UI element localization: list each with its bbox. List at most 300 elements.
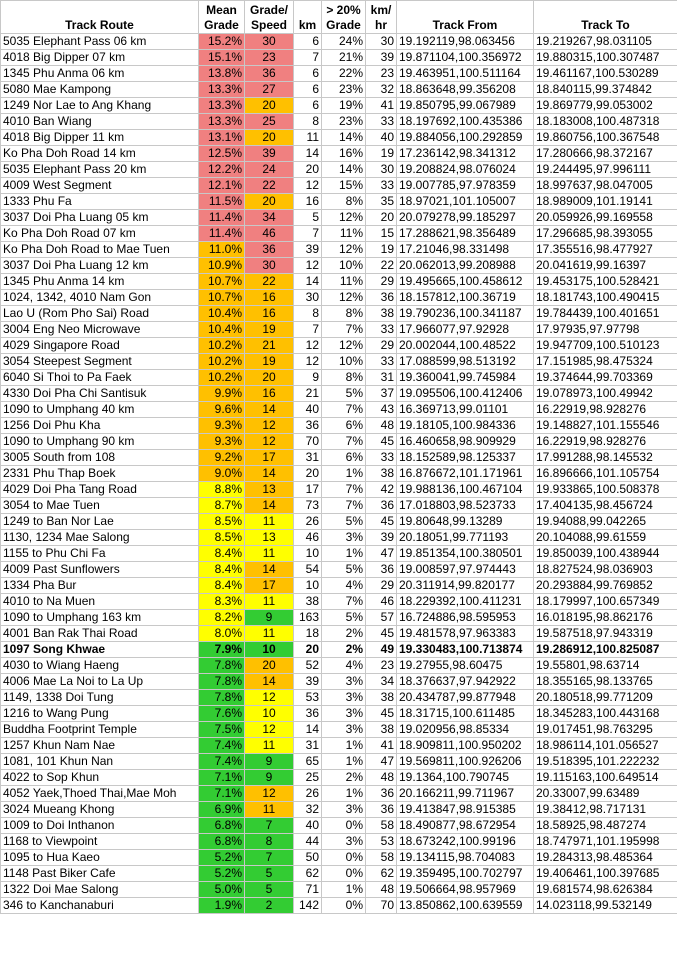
cell-track-to: 18.986114,101.056527 bbox=[534, 738, 677, 754]
cell-over-20-grade: 14% bbox=[322, 162, 366, 178]
cell-km-hr: 38 bbox=[366, 466, 397, 482]
cell-track-to: 16.22919,98.928276 bbox=[534, 434, 677, 450]
table-row bbox=[1, 738, 677, 754]
cell-km: 39 bbox=[294, 674, 322, 690]
table-row bbox=[1, 34, 677, 50]
cell-km-hr: 29 bbox=[366, 274, 397, 290]
cell-mean-grade: 7.5% bbox=[199, 722, 245, 738]
cell-grade-speed: 22 bbox=[245, 274, 294, 290]
table-row bbox=[1, 194, 677, 210]
cell-over-20-grade: 10% bbox=[322, 258, 366, 274]
cell-km: 18 bbox=[294, 626, 322, 642]
cell-track-to: 19.244495,97.996111 bbox=[534, 162, 677, 178]
cell-track-route: 4029 Doi Pha Tang Road bbox=[1, 482, 199, 498]
cell-km: 50 bbox=[294, 850, 322, 866]
cell-km: 14 bbox=[294, 146, 322, 162]
cell-km: 6 bbox=[294, 82, 322, 98]
cell-track-from: 18.863648,99.356208 bbox=[397, 82, 534, 98]
table-row bbox=[1, 418, 677, 434]
cell-km: 8 bbox=[294, 306, 322, 322]
cell-track-route: 1095 to Hua Kaeo bbox=[1, 850, 199, 866]
cell-track-route: 1130, 1234 Mae Salong bbox=[1, 530, 199, 546]
cell-track-from: 18.673242,100.99196 bbox=[397, 834, 534, 850]
cell-mean-grade: 9.9% bbox=[199, 386, 245, 402]
cell-over-20-grade: 8% bbox=[322, 370, 366, 386]
cell-track-from: 19.871104,100.356972 bbox=[397, 50, 534, 66]
cell-grade-speed: 16 bbox=[245, 290, 294, 306]
cell-mean-grade: 5.2% bbox=[199, 866, 245, 882]
cell-track-route: Ko Pha Doh Road to Mae Tuen bbox=[1, 242, 199, 258]
cell-over-20-grade: 6% bbox=[322, 418, 366, 434]
cell-mean-grade: 10.7% bbox=[199, 290, 245, 306]
cell-mean-grade: 10.2% bbox=[199, 338, 245, 354]
cell-track-to: 17.280666,98.372167 bbox=[534, 146, 677, 162]
cell-track-to: 16.896666,101.105754 bbox=[534, 466, 677, 482]
cell-track-to: 18.345283,100.443168 bbox=[534, 706, 677, 722]
table-row bbox=[1, 226, 677, 242]
cell-track-from: 17.236142,98.341312 bbox=[397, 146, 534, 162]
cell-km: 31 bbox=[294, 738, 322, 754]
cell-grade-speed: 30 bbox=[245, 258, 294, 274]
cell-track-route: 3054 to Mae Tuen bbox=[1, 498, 199, 514]
cell-track-from: 17.018803,98.523733 bbox=[397, 498, 534, 514]
cell-mean-grade: 9.0% bbox=[199, 466, 245, 482]
cell-track-from: 19.134115,98.704083 bbox=[397, 850, 534, 866]
cell-km: 73 bbox=[294, 498, 322, 514]
cell-mean-grade: 10.9% bbox=[199, 258, 245, 274]
cell-mean-grade: 7.1% bbox=[199, 786, 245, 802]
cell-mean-grade: 8.3% bbox=[199, 594, 245, 610]
cell-track-to: 19.681574,98.626384 bbox=[534, 882, 677, 898]
cell-track-from: 19.413847,98.915385 bbox=[397, 802, 534, 818]
cell-over-20-grade: 6% bbox=[322, 450, 366, 466]
cell-mean-grade: 6.8% bbox=[199, 818, 245, 834]
cell-grade-speed: 11 bbox=[245, 626, 294, 642]
cell-track-to: 16.22919,98.928276 bbox=[534, 402, 677, 418]
cell-mean-grade: 8.7% bbox=[199, 498, 245, 514]
cell-grade-speed: 20 bbox=[245, 370, 294, 386]
cell-track-route: Ko Pha Doh Road 14 km bbox=[1, 146, 199, 162]
cell-track-to: 19.933865,100.508378 bbox=[534, 482, 677, 498]
cell-mean-grade: 10.4% bbox=[199, 322, 245, 338]
cell-km: 31 bbox=[294, 450, 322, 466]
cell-track-from: 19.007785,97.978359 bbox=[397, 178, 534, 194]
cell-km: 40 bbox=[294, 402, 322, 418]
cell-track-from: 13.850862,100.639559 bbox=[397, 898, 534, 914]
table-row bbox=[1, 514, 677, 530]
cell-track-to: 14.023118,99.532149 bbox=[534, 898, 677, 914]
cell-km-hr: 34 bbox=[366, 674, 397, 690]
table-row bbox=[1, 546, 677, 562]
cell-km: 6 bbox=[294, 66, 322, 82]
cell-over-20-grade: 5% bbox=[322, 386, 366, 402]
cell-track-to: 17.991288,98.145532 bbox=[534, 450, 677, 466]
cell-mean-grade: 8.4% bbox=[199, 578, 245, 594]
cell-km: 52 bbox=[294, 658, 322, 674]
table-row bbox=[1, 482, 677, 498]
cell-track-to: 18.997637,98.047005 bbox=[534, 178, 677, 194]
cell-km-hr: 19 bbox=[366, 146, 397, 162]
cell-track-from: 17.088599,98.513192 bbox=[397, 354, 534, 370]
cell-km-hr: 47 bbox=[366, 546, 397, 562]
table-row bbox=[1, 322, 677, 338]
cell-mean-grade: 7.1% bbox=[199, 770, 245, 786]
cell-mean-grade: 7.4% bbox=[199, 738, 245, 754]
table-row bbox=[1, 690, 677, 706]
cell-km-hr: 42 bbox=[366, 482, 397, 498]
cell-km: 12 bbox=[294, 354, 322, 370]
table-row bbox=[1, 434, 677, 450]
cell-grade-speed: 36 bbox=[245, 66, 294, 82]
cell-km: 17 bbox=[294, 482, 322, 498]
table-row bbox=[1, 770, 677, 786]
table-row bbox=[1, 146, 677, 162]
cell-over-20-grade: 5% bbox=[322, 562, 366, 578]
cell-km-hr: 33 bbox=[366, 354, 397, 370]
table-row bbox=[1, 898, 677, 914]
cell-km-hr: 53 bbox=[366, 834, 397, 850]
cell-grade-speed: 7 bbox=[245, 818, 294, 834]
cell-track-from: 20.311914,99.820177 bbox=[397, 578, 534, 594]
cell-track-route: 4001 Ban Rak Thai Road bbox=[1, 626, 199, 642]
cell-km: 11 bbox=[294, 130, 322, 146]
cell-over-20-grade: 7% bbox=[322, 322, 366, 338]
cell-grade-speed: 11 bbox=[245, 802, 294, 818]
cell-track-to: 19.461167,100.530289 bbox=[534, 66, 677, 82]
cell-km: 7 bbox=[294, 322, 322, 338]
table-row bbox=[1, 642, 677, 658]
cell-grade-speed: 11 bbox=[245, 514, 294, 530]
cell-track-from: 19.790236,100.341187 bbox=[397, 306, 534, 322]
cell-track-to: 19.880315,100.307487 bbox=[534, 50, 677, 66]
cell-track-route: 1216 to Wang Pung bbox=[1, 706, 199, 722]
cell-over-20-grade: 23% bbox=[322, 114, 366, 130]
cell-km-hr: 62 bbox=[366, 866, 397, 882]
cell-track-to: 20.059926,99.169558 bbox=[534, 210, 677, 226]
cell-track-route: 1149, 1338 Doi Tung bbox=[1, 690, 199, 706]
cell-track-route: 1345 Phu Anma 06 km bbox=[1, 66, 199, 82]
cell-over-20-grade: 12% bbox=[322, 242, 366, 258]
header-km: km bbox=[294, 1, 322, 34]
cell-grade-speed: 7 bbox=[245, 850, 294, 866]
cell-grade-speed: 27 bbox=[245, 82, 294, 98]
cell-track-route: 1024, 1342, 4010 Nam Gon bbox=[1, 290, 199, 306]
cell-km-hr: 39 bbox=[366, 530, 397, 546]
cell-km-hr: 29 bbox=[366, 578, 397, 594]
table-row bbox=[1, 306, 677, 322]
table-row bbox=[1, 354, 677, 370]
table-row bbox=[1, 530, 677, 546]
cell-over-20-grade: 12% bbox=[322, 338, 366, 354]
cell-track-from: 19.27955,98.60475 bbox=[397, 658, 534, 674]
cell-km-hr: 57 bbox=[366, 610, 397, 626]
cell-track-from: 18.909811,100.950202 bbox=[397, 738, 534, 754]
cell-grade-speed: 2 bbox=[245, 898, 294, 914]
cell-grade-speed: 14 bbox=[245, 466, 294, 482]
cell-over-20-grade: 2% bbox=[322, 642, 366, 658]
cell-track-to: 18.181743,100.490415 bbox=[534, 290, 677, 306]
cell-km: 21 bbox=[294, 386, 322, 402]
cell-track-route: 1249 Nor Lae to Ang Khang bbox=[1, 98, 199, 114]
table-row bbox=[1, 626, 677, 642]
cell-mean-grade: 13.3% bbox=[199, 82, 245, 98]
cell-mean-grade: 1.9% bbox=[199, 898, 245, 914]
cell-grade-speed: 8 bbox=[245, 834, 294, 850]
cell-km-hr: 43 bbox=[366, 402, 397, 418]
cell-track-to: 19.078973,100.49942 bbox=[534, 386, 677, 402]
cell-km-hr: 36 bbox=[366, 802, 397, 818]
cell-km-hr: 41 bbox=[366, 98, 397, 114]
cell-km-hr: 30 bbox=[366, 34, 397, 50]
cell-over-20-grade: 1% bbox=[322, 738, 366, 754]
cell-grade-speed: 14 bbox=[245, 498, 294, 514]
cell-mean-grade: 13.1% bbox=[199, 130, 245, 146]
cell-grade-speed: 10 bbox=[245, 642, 294, 658]
cell-grade-speed: 10 bbox=[245, 706, 294, 722]
cell-over-20-grade: 24% bbox=[322, 34, 366, 50]
cell-track-from: 18.31715,100.611485 bbox=[397, 706, 534, 722]
cell-km-hr: 37 bbox=[366, 386, 397, 402]
cell-mean-grade: 11.5% bbox=[199, 194, 245, 210]
header-mean-grade: Mean Grade bbox=[199, 1, 245, 34]
cell-over-20-grade: 7% bbox=[322, 482, 366, 498]
cell-over-20-grade: 12% bbox=[322, 210, 366, 226]
cell-km: 6 bbox=[294, 98, 322, 114]
table-row bbox=[1, 786, 677, 802]
cell-over-20-grade: 19% bbox=[322, 98, 366, 114]
cell-mean-grade: 12.2% bbox=[199, 162, 245, 178]
cell-over-20-grade: 0% bbox=[322, 818, 366, 834]
cell-track-to: 18.183008,100.487318 bbox=[534, 114, 677, 130]
table-row bbox=[1, 578, 677, 594]
cell-over-20-grade: 3% bbox=[322, 834, 366, 850]
cell-km-hr: 58 bbox=[366, 818, 397, 834]
cell-track-to: 19.148827,101.155546 bbox=[534, 418, 677, 434]
cell-mean-grade: 13.3% bbox=[199, 98, 245, 114]
cell-mean-grade: 6.8% bbox=[199, 834, 245, 850]
cell-over-20-grade: 16% bbox=[322, 146, 366, 162]
cell-km: 62 bbox=[294, 866, 322, 882]
cell-track-route: 3024 Mueang Khong bbox=[1, 802, 199, 818]
cell-track-to: 19.406461,100.397685 bbox=[534, 866, 677, 882]
cell-over-20-grade: 21% bbox=[322, 50, 366, 66]
cell-track-from: 16.369713,99.01101 bbox=[397, 402, 534, 418]
cell-track-route: 1334 Pha Bur bbox=[1, 578, 199, 594]
cell-track-to: 20.180518,99.771209 bbox=[534, 690, 677, 706]
cell-track-from: 17.21046,98.331498 bbox=[397, 242, 534, 258]
cell-km: 25 bbox=[294, 770, 322, 786]
cell-km: 20 bbox=[294, 642, 322, 658]
table-row bbox=[1, 386, 677, 402]
cell-mean-grade: 8.5% bbox=[199, 514, 245, 530]
cell-km: 36 bbox=[294, 418, 322, 434]
cell-track-from: 18.197692,100.435386 bbox=[397, 114, 534, 130]
table-row bbox=[1, 402, 677, 418]
cell-km-hr: 40 bbox=[366, 130, 397, 146]
cell-track-to: 18.840115,99.374842 bbox=[534, 82, 677, 98]
cell-track-from: 19.330483,100.713874 bbox=[397, 642, 534, 658]
cell-mean-grade: 8.4% bbox=[199, 546, 245, 562]
cell-track-route: 1257 Khun Nam Nae bbox=[1, 738, 199, 754]
cell-grade-speed: 39 bbox=[245, 146, 294, 162]
cell-track-route: 1097 Song Khwae bbox=[1, 642, 199, 658]
cell-track-to: 16.018195,98.862176 bbox=[534, 610, 677, 626]
cell-km: 46 bbox=[294, 530, 322, 546]
cell-mean-grade: 8.5% bbox=[199, 530, 245, 546]
cell-track-from: 17.288621,98.356489 bbox=[397, 226, 534, 242]
cell-grade-speed: 14 bbox=[245, 562, 294, 578]
cell-mean-grade: 12.1% bbox=[199, 178, 245, 194]
cell-over-20-grade: 4% bbox=[322, 658, 366, 674]
cell-km-hr: 33 bbox=[366, 178, 397, 194]
cell-km: 14 bbox=[294, 274, 322, 290]
cell-km: 6 bbox=[294, 34, 322, 50]
table-row bbox=[1, 802, 677, 818]
cell-track-to: 19.453175,100.528421 bbox=[534, 274, 677, 290]
table-row bbox=[1, 210, 677, 226]
cell-km-hr: 15 bbox=[366, 226, 397, 242]
cell-km: 32 bbox=[294, 802, 322, 818]
cell-track-to: 18.58925,98.487274 bbox=[534, 818, 677, 834]
cell-km-hr: 46 bbox=[366, 594, 397, 610]
cell-track-route: 5035 Elephant Pass 06 km bbox=[1, 34, 199, 50]
cell-over-20-grade: 1% bbox=[322, 786, 366, 802]
cell-track-to: 20.33007,99.63489 bbox=[534, 786, 677, 802]
cell-track-route: 3037 Doi Pha Luang 12 km bbox=[1, 258, 199, 274]
cell-track-from: 20.002044,100.48522 bbox=[397, 338, 534, 354]
cell-track-to: 19.94088,99.042265 bbox=[534, 514, 677, 530]
cell-km: 30 bbox=[294, 290, 322, 306]
cell-track-from: 20.079278,99.185297 bbox=[397, 210, 534, 226]
cell-km-hr: 32 bbox=[366, 82, 397, 98]
cell-over-20-grade: 3% bbox=[322, 690, 366, 706]
cell-km-hr: 45 bbox=[366, 514, 397, 530]
cell-over-20-grade: 22% bbox=[322, 66, 366, 82]
table-row bbox=[1, 706, 677, 722]
cell-track-from: 18.157812,100.36719 bbox=[397, 290, 534, 306]
cell-track-route: 3004 Eng Neo Microwave bbox=[1, 322, 199, 338]
cell-km: 20 bbox=[294, 162, 322, 178]
cell-track-route: 6040 Si Thoi to Pa Faek bbox=[1, 370, 199, 386]
cell-track-from: 20.434787,99.877948 bbox=[397, 690, 534, 706]
cell-km: 44 bbox=[294, 834, 322, 850]
table-row bbox=[1, 82, 677, 98]
cell-over-20-grade: 11% bbox=[322, 226, 366, 242]
cell-km-hr: 36 bbox=[366, 786, 397, 802]
cell-over-20-grade: 15% bbox=[322, 178, 366, 194]
table-row bbox=[1, 466, 677, 482]
cell-mean-grade: 8.4% bbox=[199, 562, 245, 578]
cell-mean-grade: 7.8% bbox=[199, 674, 245, 690]
cell-mean-grade: 11.4% bbox=[199, 210, 245, 226]
table-row bbox=[1, 866, 677, 882]
cell-over-20-grade: 3% bbox=[322, 722, 366, 738]
cell-km: 12 bbox=[294, 258, 322, 274]
cell-km-hr: 19 bbox=[366, 242, 397, 258]
cell-track-to: 18.355165,98.133765 bbox=[534, 674, 677, 690]
cell-track-to: 18.179997,100.657349 bbox=[534, 594, 677, 610]
cell-track-route: 1322 Doi Mae Salong bbox=[1, 882, 199, 898]
cell-over-20-grade: 11% bbox=[322, 274, 366, 290]
cell-km-hr: 20 bbox=[366, 210, 397, 226]
cell-km-hr: 70 bbox=[366, 898, 397, 914]
cell-mean-grade: 11.4% bbox=[199, 226, 245, 242]
cell-track-route: 1090 to Umphang 163 km bbox=[1, 610, 199, 626]
cell-track-to: 20.293884,99.769852 bbox=[534, 578, 677, 594]
cell-track-route: 3005 South from 108 bbox=[1, 450, 199, 466]
cell-over-20-grade: 7% bbox=[322, 594, 366, 610]
cell-track-route: Lao U (Rom Pho Sai) Road bbox=[1, 306, 199, 322]
table-row bbox=[1, 130, 677, 146]
cell-mean-grade: 6.9% bbox=[199, 802, 245, 818]
cell-grade-speed: 20 bbox=[245, 658, 294, 674]
cell-track-to: 19.518395,101.222232 bbox=[534, 754, 677, 770]
table-row bbox=[1, 850, 677, 866]
cell-over-20-grade: 0% bbox=[322, 850, 366, 866]
cell-track-route: 4029 Singapore Road bbox=[1, 338, 199, 354]
cell-track-to: 19.286912,100.825087 bbox=[534, 642, 677, 658]
cell-grade-speed: 16 bbox=[245, 306, 294, 322]
cell-track-to: 17.151985,98.475324 bbox=[534, 354, 677, 370]
cell-grade-speed: 17 bbox=[245, 578, 294, 594]
table-row bbox=[1, 370, 677, 386]
header-km-hr: km/ hr bbox=[366, 1, 397, 34]
cell-mean-grade: 7.8% bbox=[199, 658, 245, 674]
cell-over-20-grade: 1% bbox=[322, 882, 366, 898]
cell-grade-speed: 17 bbox=[245, 450, 294, 466]
cell-over-20-grade: 3% bbox=[322, 674, 366, 690]
cell-grade-speed: 9 bbox=[245, 610, 294, 626]
cell-grade-speed: 19 bbox=[245, 354, 294, 370]
cell-track-from: 19.095506,100.412406 bbox=[397, 386, 534, 402]
cell-km-hr: 58 bbox=[366, 850, 397, 866]
cell-km-hr: 29 bbox=[366, 338, 397, 354]
cell-km-hr: 45 bbox=[366, 626, 397, 642]
cell-track-to: 18.827524,98.036903 bbox=[534, 562, 677, 578]
cell-track-route: 4022 to Sop Khun bbox=[1, 770, 199, 786]
cell-track-to: 19.947709,100.510123 bbox=[534, 338, 677, 354]
cell-mean-grade: 5.2% bbox=[199, 850, 245, 866]
header-grade-speed: Grade/ Speed bbox=[245, 1, 294, 34]
cell-track-to: 19.284313,98.485364 bbox=[534, 850, 677, 866]
cell-grade-speed: 14 bbox=[245, 402, 294, 418]
cell-track-route: 1256 Doi Phu Kha bbox=[1, 418, 199, 434]
cell-track-from: 18.229392,100.411231 bbox=[397, 594, 534, 610]
cell-track-to: 19.115163,100.649514 bbox=[534, 770, 677, 786]
cell-track-to: 18.747971,101.195998 bbox=[534, 834, 677, 850]
table-row bbox=[1, 722, 677, 738]
cell-grade-speed: 12 bbox=[245, 690, 294, 706]
cell-grade-speed: 13 bbox=[245, 530, 294, 546]
cell-track-from: 19.208824,98.076024 bbox=[397, 162, 534, 178]
cell-track-from: 19.569811,100.926206 bbox=[397, 754, 534, 770]
cell-km-hr: 47 bbox=[366, 754, 397, 770]
cell-over-20-grade: 1% bbox=[322, 546, 366, 562]
cell-mean-grade: 9.3% bbox=[199, 418, 245, 434]
table-row bbox=[1, 66, 677, 82]
table-row bbox=[1, 450, 677, 466]
cell-track-to: 19.869779,99.053002 bbox=[534, 98, 677, 114]
cell-track-to: 17.97935,97.97798 bbox=[534, 322, 677, 338]
cell-track-from: 19.506664,98.957969 bbox=[397, 882, 534, 898]
cell-km: 20 bbox=[294, 466, 322, 482]
cell-track-to: 18.989009,101.19141 bbox=[534, 194, 677, 210]
cell-mean-grade: 13.3% bbox=[199, 114, 245, 130]
cell-track-to: 19.860756,100.367548 bbox=[534, 130, 677, 146]
cell-km-hr: 38 bbox=[366, 306, 397, 322]
cell-mean-grade: 10.4% bbox=[199, 306, 245, 322]
header-track-to: Track To bbox=[534, 1, 677, 34]
